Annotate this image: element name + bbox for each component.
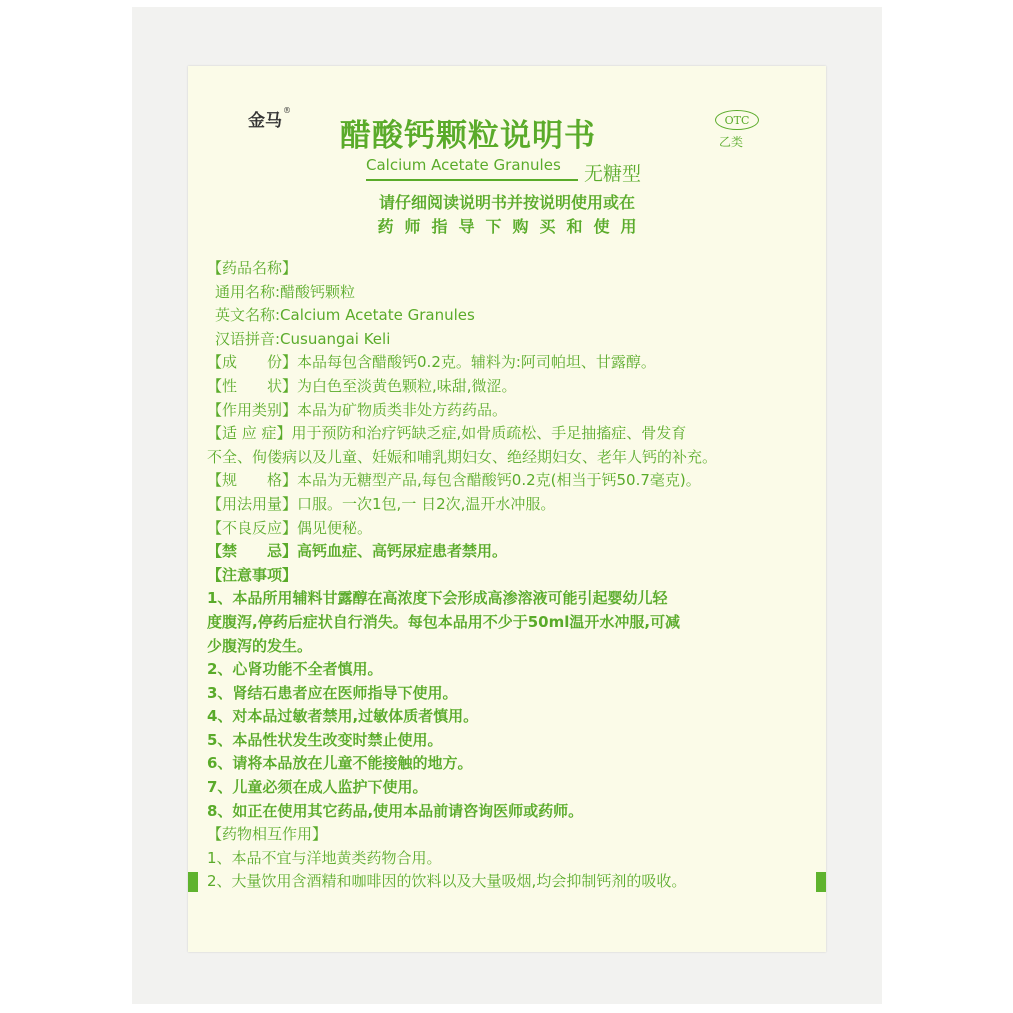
section-heading-drug-name: 【药品名称】 [207, 259, 298, 277]
fold-mark-left [188, 872, 198, 892]
section-heading-precautions: 【注意事项】 [207, 565, 298, 584]
fold-mark-right [816, 872, 826, 892]
precaution-item-cont: 少腹泻的发生。 [207, 636, 313, 655]
instruction-body [207, 257, 819, 894]
contraindications-line: 【禁 忌】高钙血症、高钙尿症患者禁用。 [207, 542, 508, 561]
precaution-item: 7、儿童必须在成人监护下使用。 [207, 778, 428, 797]
section-heading-interactions: 【药物相互作用】 [207, 825, 328, 844]
dosage-line: 【用法用量】口服。一次1包,一 日2次,温开水冲服。 [207, 494, 556, 513]
precaution-item: 2、心肾功能不全者慎用。 [207, 660, 383, 679]
precaution-item: 3、肾结石患者应在医师指导下使用。 [207, 683, 458, 702]
precaution-item-cont: 度腹泻,停药后症状自行消失。每包本品用不少于50ml温开水冲服,可减 [207, 612, 681, 631]
adverse-reactions-line: 【不良反应】偶见便秘。 [207, 518, 373, 537]
interaction-item: 2、大量饮用含酒精和咖啡因的饮料以及大量吸烟,均会抑制钙剂的吸收。 [207, 872, 687, 891]
generic-name-line: 通用名称:醋酸钙颗粒 [215, 282, 356, 301]
precaution-item: 6、请将本品放在儿童不能接触的地方。 [207, 754, 473, 773]
indications-line: 【适 应 症】用于预防和治疗钙缺乏症,如骨质疏松、手足抽搐症、骨发育 [207, 424, 687, 443]
precaution-item: 8、如正在使用其它药品,使用本品前请咨询医师或药师。 [207, 801, 584, 820]
document-title: 醋酸钙颗粒说明书 [340, 118, 596, 154]
precaution-item: 5、本品性状发生改变时禁止使用。 [207, 730, 443, 749]
pinyin-line: 汉语拼音:Cusuangai Keli [215, 329, 391, 348]
instruction-sheet [188, 66, 826, 952]
subtitle-underline [366, 179, 578, 181]
variant-label: 无糖型 [584, 163, 642, 185]
specification-line: 【规 格】本品为无糖型产品,每包含醋酸钙0.2克(相当于钙50.7毫克)。 [207, 471, 701, 490]
registered-mark: ® [283, 106, 291, 115]
ingredients-line: 【成 份】本品每包含醋酸钙0.2克。辅料为:阿司帕坦、甘露醇。 [207, 353, 656, 372]
appearance-line: 【性 状】为白色至淡黄色颗粒,味甜,微涩。 [207, 376, 517, 395]
brand-logo [248, 106, 291, 131]
english-name: Calcium Acetate Granules [366, 156, 561, 174]
precaution-item: 1、本品所用辅料甘露醇在高浓度下会形成高渗溶液可能引起婴幼儿轻 [207, 589, 668, 608]
usage-notice-line-2: 药师指导下购买和使用 [377, 217, 648, 236]
interaction-item: 1、本品不宜与洋地黄类药物合用。 [207, 848, 442, 867]
indications-line-cont: 不全、佝偻病以及儿童、妊娠和哺乳期妇女、绝经期妇女、老年人钙的补充。 [207, 447, 718, 466]
precaution-item: 4、对本品过敏者禁用,过敏体质者慎用。 [207, 707, 479, 726]
category-line: 【作用类别】本品为矿物质类非处方药药品。 [207, 400, 508, 419]
otc-class-label: 乙类 [719, 135, 744, 149]
usage-notice-line-1: 请仔细阅读说明书并按说明使用或在 [378, 193, 635, 212]
english-name-line: 英文名称:Calcium Acetate Granules [215, 306, 475, 325]
otc-badge: OTC [715, 110, 759, 130]
brand-name: 金马 [248, 111, 282, 131]
